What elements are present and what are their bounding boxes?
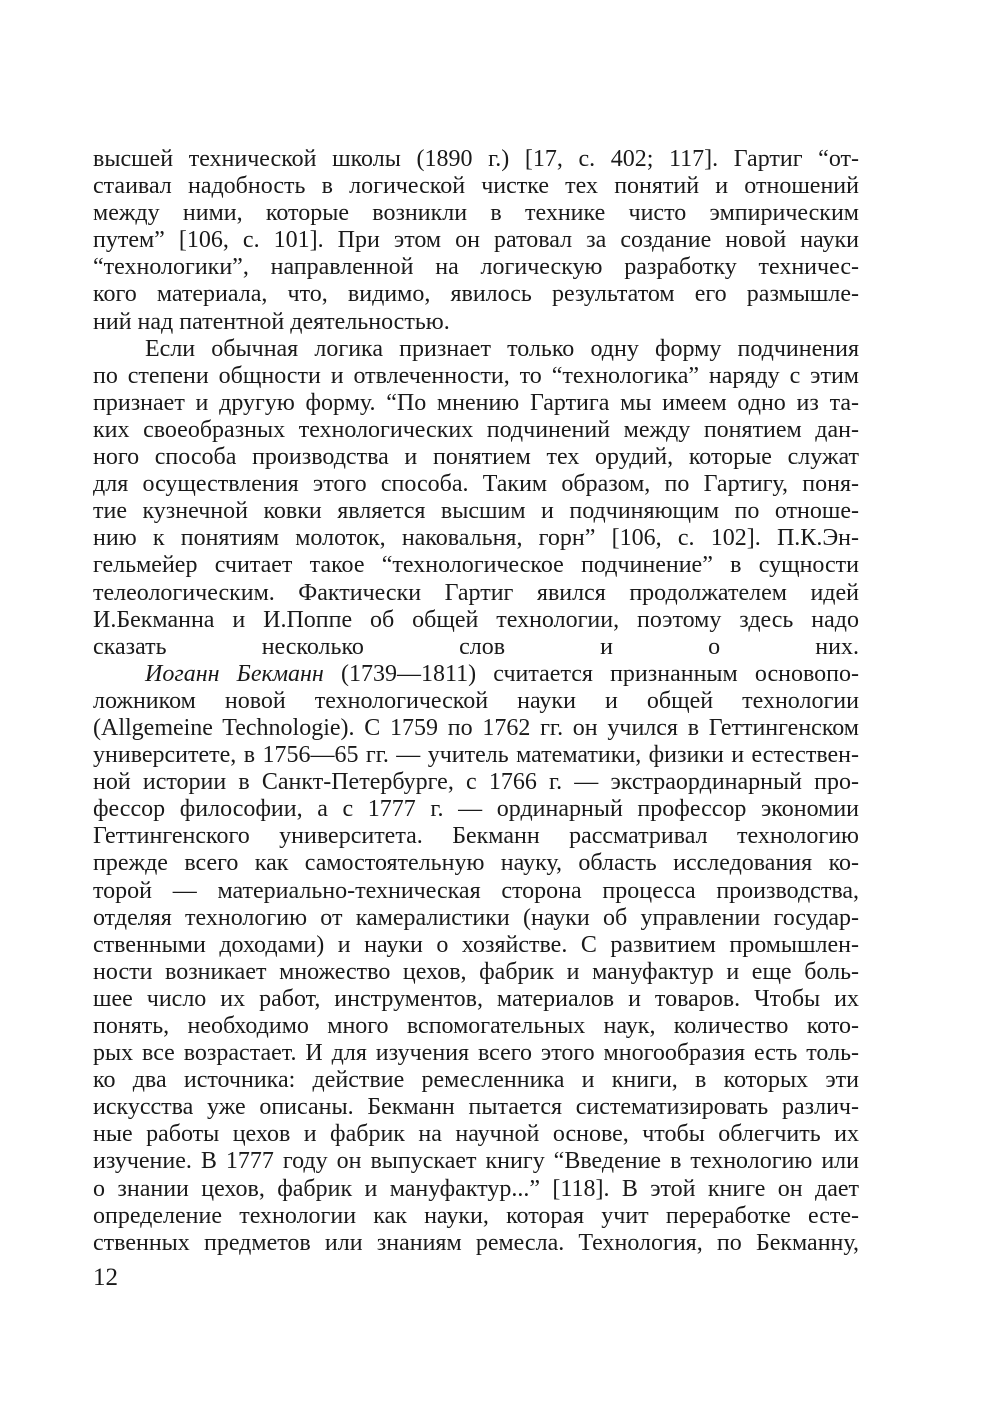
text-line: прежде всего как самостоятельную науку, область исследования ко-: [93, 850, 859, 877]
paragraph-3: [93, 661, 859, 1257]
text-line: кого материала, что, видимо, явилось результатом его размышле-: [93, 281, 859, 308]
text-line: Геттингенского университета. Бекманн рассматривал технологию: [93, 823, 859, 850]
text-line: [93, 661, 859, 688]
text-line: определение технологии как науки, которая учит переработке есте-: [93, 1202, 859, 1229]
text-line: (Allgemeine Technologie). С 1759 по 1762 гг. он учился в Геттингенском: [93, 714, 859, 741]
text-line: ственных предметов или знаниям ремесла. Технология, по Бекманну,: [93, 1229, 859, 1256]
text-line: Если обычная логика признает только одну форму подчинения: [145, 335, 859, 362]
text-line: телеологическим. Фактически Гартиг явился продолжателем идей: [93, 579, 859, 606]
page-body: [93, 146, 859, 1257]
text-line: отделяя технологию от камералистики (науки об управлении государ-: [93, 904, 859, 931]
text-line: стаивал надобность в логической чистке тех понятий и отношений: [93, 173, 859, 200]
text-line: фессор философии, а с 1777 г. — ординарный профессор экономии: [93, 796, 859, 823]
text-line: ной истории в Санкт-Петербурге, с 1766 г. — экстраординарный про-: [93, 769, 859, 796]
text-line: ложником новой технологической науки и общей технологии: [93, 687, 859, 714]
text-line: понять, необходимо много вспомогательных наук, количество кото-: [93, 1013, 859, 1039]
person-name-italic: Иоганн Бекманн: [145, 660, 324, 687]
text-line: высшей технической школы (1890 г.) [17, с. 402; 117]. Гартиг “от-: [93, 146, 859, 172]
paragraph-1: [93, 146, 859, 336]
text-line: о знании цехов, фабрик и мануфактур...” [118]. В этой книге он дает: [93, 1175, 859, 1202]
page-number: 12: [93, 1264, 118, 1291]
text-line: И.Бекманна и И.Поппе об общей технологии, поэтому здесь надо: [93, 606, 859, 633]
text-line: ко два источника: действие ремесленника и книги, в которых эти: [93, 1067, 859, 1094]
text-line: “технологики”, направленной на логическую разработку техничес-: [93, 254, 859, 281]
text-line: гельмейер считает такое “технологическое подчинение” в сущности: [93, 552, 859, 579]
text-line: изучение. В 1777 году он выпускает книгу “Введение в технологию или: [93, 1148, 859, 1175]
text-line: университете, в 1756—65 гг. — учитель математики, физики и естествен-: [93, 742, 859, 769]
text-fragment: (1739—1811) считается признанным основопо-: [323, 660, 860, 687]
text-line: ного способа производства и понятием тех орудий, которые служат: [93, 444, 859, 471]
text-line: ные работы цехов и фабрик на научной основе, чтобы облегчить их: [93, 1121, 859, 1148]
text-line: ственными доходами) и науки о хозяйстве. С развитием промышлен-: [93, 931, 859, 958]
text-line: сказать несколько слов и о них.: [93, 633, 859, 660]
text-line: нию к понятиям молоток, наковальня, горн” [106, с. 102]. П.К.Эн-: [93, 525, 859, 552]
paragraph-2: [93, 336, 859, 661]
text-line: шее число их работ, инструментов, материалов и товаров. Чтобы их: [93, 985, 859, 1012]
text-line: между ними, которые возникли в технике чисто эмпирическим: [93, 200, 859, 227]
text-line: ности возникает множество цехов, фабрик и мануфактур и еще боль-: [93, 958, 859, 985]
text-line: ких своеобразных технологических подчинений между понятием дан-: [93, 416, 859, 443]
text-line: искусства уже описаны. Бекманн пытается систематизировать различ-: [93, 1094, 859, 1121]
text-line: признает и другую форму. “По мнению Гартига мы имеем одно из та-: [93, 389, 859, 416]
text-line: для осуществления этого способа. Таким образом, по Гартигу, поня-: [93, 471, 859, 498]
text-line: ний над патентной деятельностью.: [93, 308, 450, 335]
text-line: торой — материально-техническая сторона процесса производства,: [93, 877, 859, 904]
text-line: тие кузнечной ковки является высшим и подчиняющим по отноше-: [93, 498, 859, 525]
text-line: по степени общности и отвлеченности, то “технологика” наряду с этим: [93, 362, 859, 389]
text-line: рых все возрастает. И для изучения всего этого многообразия есть толь-: [93, 1040, 859, 1067]
text-line: путем” [106, с. 101]. При этом он ратовал за создание новой науки: [93, 227, 859, 254]
